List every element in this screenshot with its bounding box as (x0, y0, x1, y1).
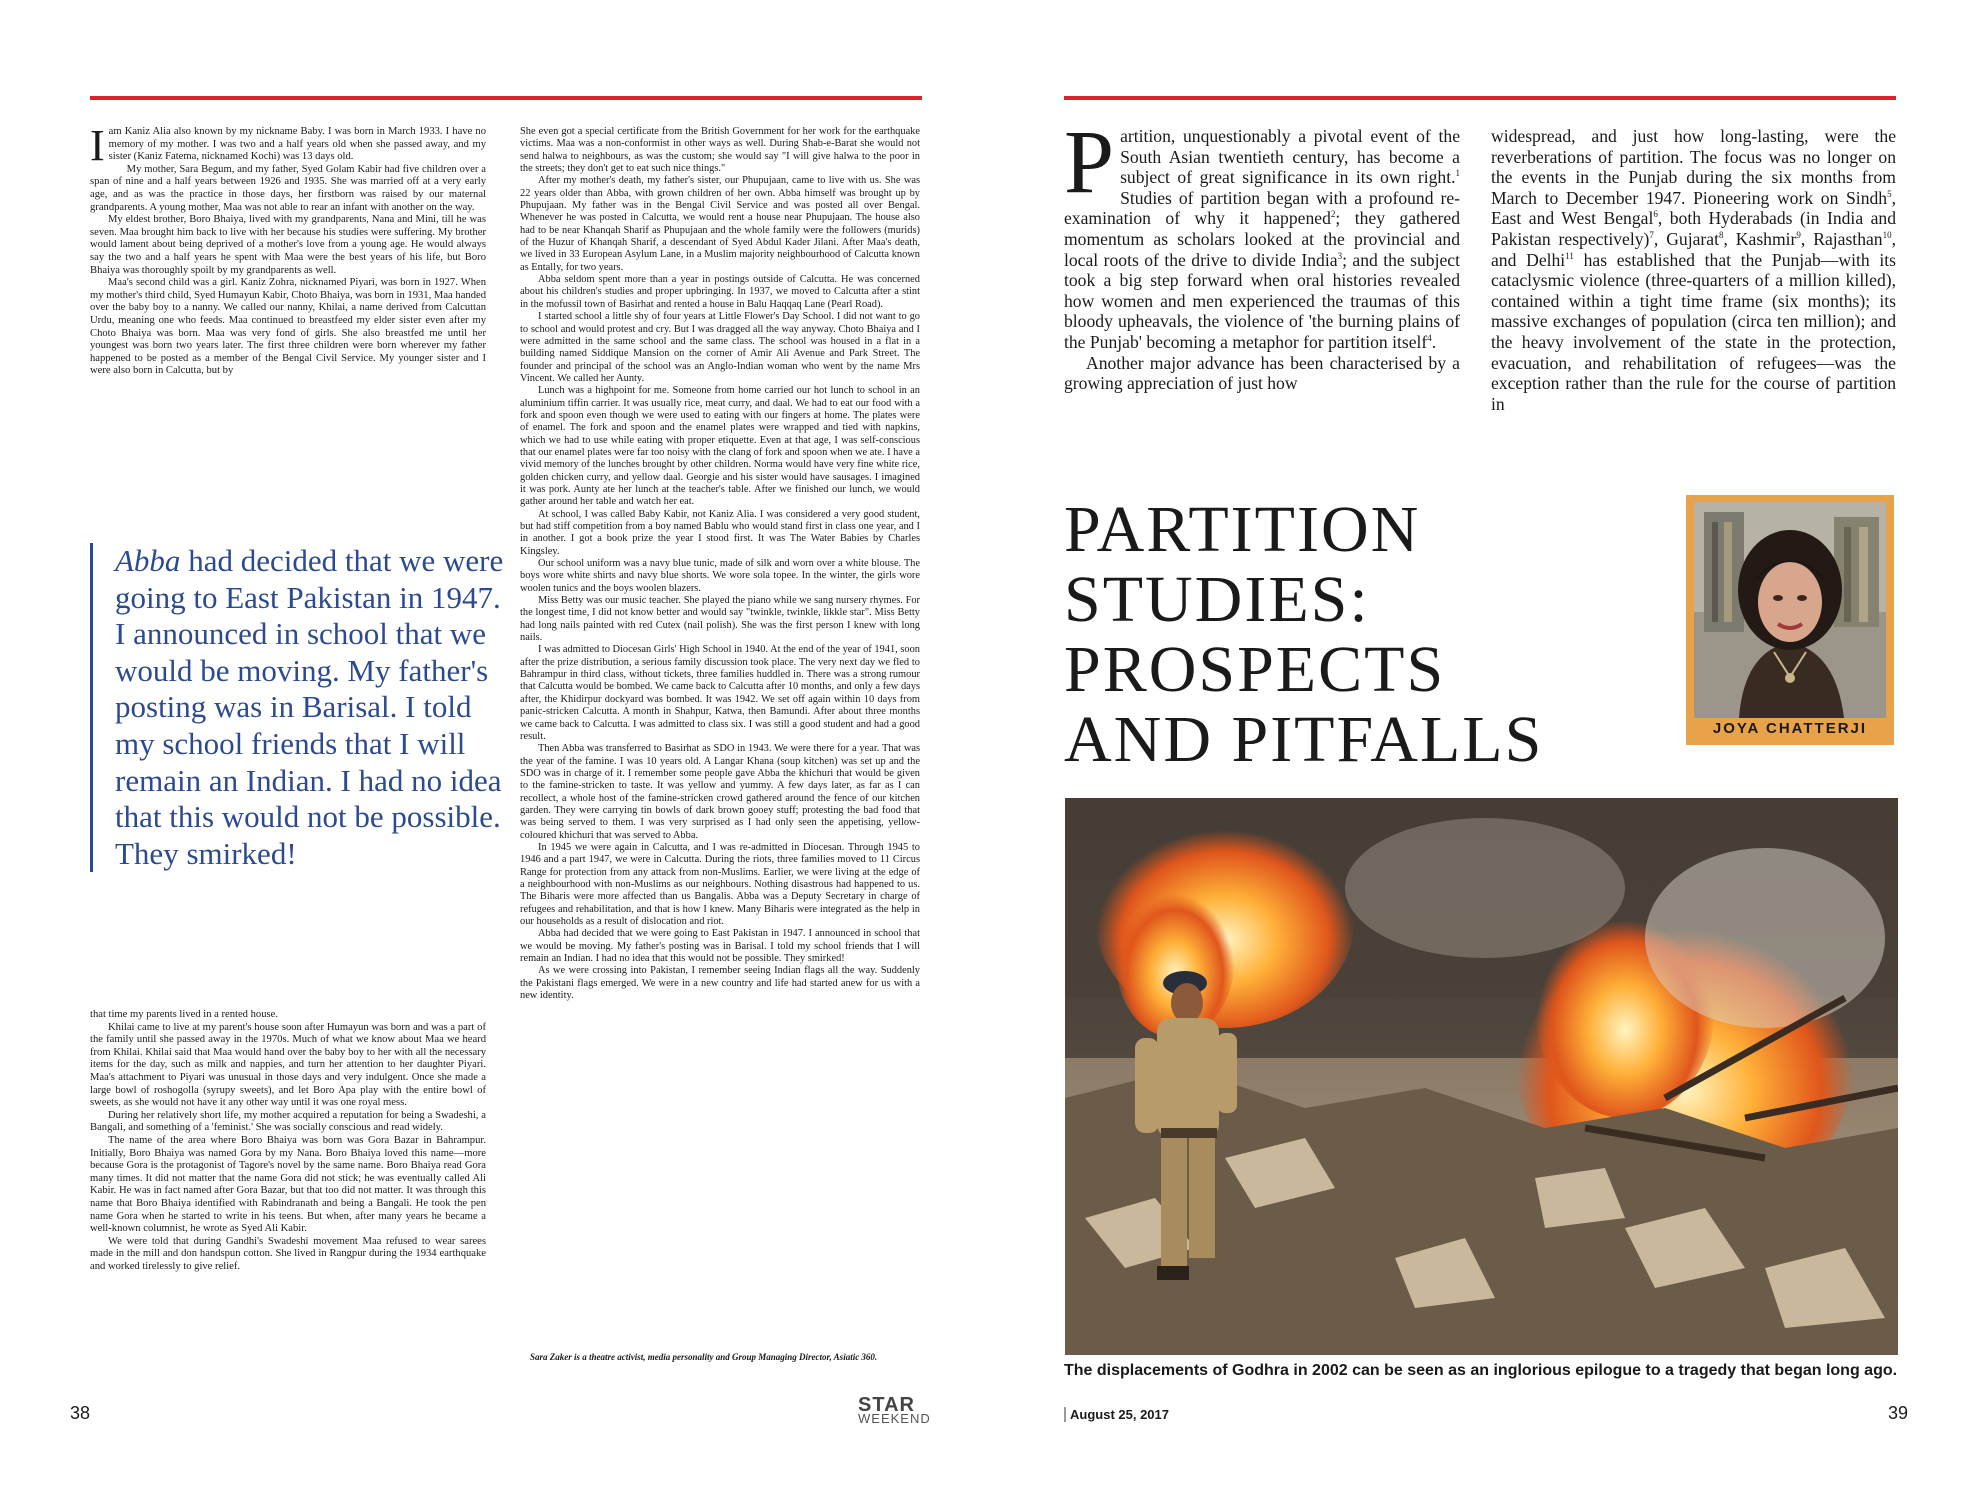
footnote-ref: 9 (1796, 230, 1801, 241)
footnote-ref: 11 (1565, 250, 1574, 261)
body-paragraph: My mother, Sara Begum, and my father, Syed Golam Kabir had five children over a span of nine and a half years between 1926 and 1935. She was married off at a very early age, and as was the practice in those days, her firstborn was raised by our maternal grandparents. A young mother, Maa was not able to rear an infant with another on the way. (90, 163, 486, 213)
footnote-ref: 8 (1718, 230, 1724, 241)
godhra-photo (1065, 798, 1898, 1355)
intro-text: , and Delhi (1491, 228, 1897, 270)
intro-text: , both Hyderabads (in India and Pakistan respectively) (1491, 208, 1896, 249)
footnote-ref: 4 (1427, 333, 1432, 344)
body-paragraph: Our school uniform was a navy blue tunic, made of silk and worn over a white blouse. The boys wore white shirts and navy blue shorts. We wore sola topee. In the winter, the girls wore woolen tunics and the boys woolen blazers. (520, 558, 920, 594)
intro-text: , Kashmir (1723, 228, 1797, 249)
intro-paragraph-2: Another major advance has been characterised by a growing appreciation of just how (1064, 352, 1460, 394)
intro-text: , Rajasthan (1800, 228, 1883, 249)
dropcap-p: P (1064, 113, 1115, 212)
right-top-rule (1064, 96, 1896, 100)
body-paragraph: The name of the area where Boro Bhaiya was born was Gora Bazar in Bahrampur. Initially, Boro Bhaiya was named Gora by my Nana. Boro Bhaiya loved this name—more because Gora is the protagonist of Tagore's novel by the same name. Boro Bhaiya read Gora many times. It did not matter that the name Gora did not stick; he was eventually called Ali Kabir. He was in fact named after Gora Bazar, but that too did not matter. It was through this name that Boro Bhaiya identified with Rabindranath and being a Bangali. He took the pen name Gora when he started to write in his teens. But when, after many years he became a well-known columnist, he wrote as Syed Ali Kabir. (90, 1134, 486, 1235)
body-paragraph: Abba seldom spent more than a year in postings outside of Calcutta. He was concerned about his children's studies and proper upbringing. In 1937, we moved to Calcutta after a stint in the mofussil town of Basirhat and rented a house in Balu Haqqaq Lane (Pearl Road). (520, 274, 920, 310)
intro-text: , Gujarat (1653, 228, 1719, 249)
body-paragraph: Khilai came to live at my parent's house soon after Humayun was born and was a part of the family until she passed away in the 1970s. Much of what we know about Maa we heard from Khilai. Khilai said that Maa would hand over the baby boy to her with all the necessary items for the day, such as milk and nappies, and turn her attention to her daughter Piyari. Maa's attachment to Piyari was unusual in those days and very indulgent. Once she made a large bowl of roshogolla (syrupy sweets), and let Boro Apa play with the entire bowl of sweets, as she would not have it any other way until it was one royal mess. (90, 1021, 486, 1109)
headline-line: AND PITFALLS (1064, 703, 1544, 776)
author-portrait (1694, 502, 1886, 718)
body-paragraph: We were told that during Gandhi's Swadeshi movement Maa refused to wear sarees made in the mill and don handspun cotton. She lived in Rangpur during the 1934 earthquake and worked tirelessly to give relief. (90, 1235, 486, 1272)
article-headline (1064, 495, 1543, 775)
issue-date: August 25, 2017 (1064, 1407, 1169, 1422)
fire-rubble-image (1065, 798, 1898, 1355)
author-credit: Sara Zaker is a theatre activist, media personality and Group Managing Director, Asiatic 360. (530, 1352, 878, 1362)
body-paragraph: Lunch was a highpoint for me. Someone from home carried our hot lunch to school in an aluminium tiffin carrier. It was usually rice, meat curry, and daal. We had to eat our food with a fork and spoon even though we were used to eating with our fingers at home. The plates were of enamel. The fork and spoon and the enamel plates were wrapped and tied with napkins, which we had to use while eating with proper etiquette. Even at that age, I was self-conscious that our enamel plates were far too noisy with the clang of fork and spoon when we ate. I have a vivid memory of the lunches brought by other children. Norma would have very fine white rice, golden chicken curry, and yellow daal. Georgie and his sister would have sausages. I imagined it was pork. Aunty ate her lunch at the teacher's table. After we finished our lunch, we would gather around her table and watch her eat. (520, 385, 920, 508)
body-paragraph: Miss Betty was our music teacher. She played the piano while we sang nursery rhymes. For the longest time, I did not know better and would say "twinkle, twinkle, likkle star". Miss Betty had long nails painted with red Cutex (nail polish). She was the first person I knew with long nails. (520, 595, 920, 644)
headline-line: PROSPECTS (1064, 633, 1446, 706)
left-top-rule (90, 96, 922, 100)
headline-line: STUDIES: (1064, 563, 1370, 636)
body-paragraph: During her relatively short life, my mother acquired a reputation for being a Swadeshi, a Bangali, and something of a 'feminist.' She was socially conscious and read widely. (90, 1109, 486, 1134)
pull-quote (90, 543, 515, 872)
left-col1-top (90, 121, 486, 378)
body-paragraph: After my mother's death, my father's sister, our Phupujaan, came to live with us. She was 22 years older than Abba, with grown children of her own. Abba himself was brought up by Phupujaan. My father was in the Bengal Civil Service and was posted all over Bengal. Whenever he was posted in Calcutta, we would rent a house near Phupujaan. The house also had to be near Khanqah Sharif as Phupujaan and the whole family were the followers (murids) of the Huzur of Khanqah Sharif, a descendant of Syed Abdul Kader Jilani. After Maa's death, we lived in 33 European Asylum Lane, in a Muslim majority neighbourhood of Calcutta known as Entally, for two years. (520, 175, 920, 273)
intro-text: . (1431, 331, 1437, 352)
body-paragraph: Then Abba was transferred to Basirhat as SDO in 1943. We were there for a year. That was the year of the famine. I was 10 years old. A Langar Khana (soup kitchen) was set up and the SDO was in charge of it. I remember some people gave Abba the khichuri that would be given to the famine-stricken to taste. It was yellow and yummy. A few days later, as far as I can recollect, a whole host of the famine-stricken crowd gathered around the fence of our kitchen garden. They were carrying tin bowls of dark brown gooey stuff; protesting the bad food that was being served to them. I was very surprised as I had only seen the appetising, yellow-coloured khichuri that was served to Abba. (520, 743, 920, 841)
intro-text: Studies of partition began with a profound re-examination of why it happened (1064, 187, 1460, 229)
pull-quote-first-word: Abba (115, 543, 181, 578)
photo-caption: The displacements of Godhra in 2002 can be seen as an inglorious epilogue to a tragedy that began long ago. (1064, 1362, 1898, 1379)
right-intro-col2 (1491, 126, 1896, 414)
pull-quote-text: had decided that we were going to East Pakistan in 1947. I announced in school that we would be moving. My father's posting was in Barisal. I told my school friends that I will remain an Indian. I had no idea that this would not be possible. They smirked! (115, 543, 504, 871)
body-paragraph: Abba had decided that we were going to East Pakistan in 1947. I announced in school that we would be moving. My father's posting was in Barisal. I told my school friends that I will remain an Indian. I had no idea that this would not be possible. They smirked! (520, 928, 920, 965)
footnote-ref: 2 (1330, 209, 1336, 220)
headline-line: PARTITION (1064, 493, 1421, 566)
footnote-ref: 5 (1887, 188, 1892, 199)
right-intro-col1 (1064, 113, 1460, 394)
intro-text: has established that the Punjab—with its cataclysmic violence (three-quarters of a million killed), contained within a tight time frame (six months); its massive exchanges of population (circa ten million); and the heavy involvement of the state in the protection, evacuation, and rehabilitation of refugees—was the exception rather than the rule for the course of partition in (1491, 249, 1896, 414)
footnote-ref: 3 (1337, 250, 1343, 261)
page-number-right: 39 (1888, 1403, 1909, 1423)
intro-text: artition, unquestionably a pivotal event of the South Asian twentieth century, has become a subject of great significance in its own right. (1120, 126, 1460, 188)
author-name: JOYA CHATTERJI (1712, 720, 1868, 737)
left-col1-bottom (90, 1009, 486, 1273)
intro-text: ; and the subject took a big step forward when oral histories revealed how women and men experienced the traumas of this bloody upheavals, the violence of 'the burning plains of the Punjab' becoming a metaphor for partition itself (1064, 249, 1460, 352)
intro-text: , East and West Bengal (1491, 187, 1896, 229)
footnote-ref: 6 (1653, 209, 1658, 220)
intro-text: widespread, and just how long-lasting, were the reverberations of partition. The focus was no longer on the events in the Punjab during the six months from March to December 1947. Pioneering work on Sindh (1491, 126, 1896, 208)
logo-star: STAR (858, 1394, 915, 1416)
body-paragraph: In 1945 we were again in Calcutta, and I was re-admitted in Diocesan. Through 1945 to 1946 and a part 1947, we were in Calcutta. During the riots, three families moved to 11 Circus Range for protection from any attack from non-Muslims. Earlier, we were living at the edge of a neighbourhood with non-Muslims as our neighbours. Nothing disastrous had happened to us. The Biharis were more affected than us Bangalis. Abba was a Deputy Secretary in charge of refugees and rehabilitation, and that is how I knew. Many Biharis were integrated as the help in our households as a result of dislocation and riot. (520, 841, 920, 927)
footnote-ref: 10 (1882, 230, 1892, 241)
body-paragraph: At school, I was called Baby Kabir, not Kaniz Alia. I was considered a very good student, but had stiff competition from a boy named Bablu who would stand first in class one year, and I in another. I got a book prize the year I stood first. It was The Water Babies by Charles Kingsley. (520, 508, 920, 557)
body-paragraph: Maa's second child was a girl. Kaniz Zohra, nicknamed Piyari, was born in 1927. When my mother's third child, Syed Humayun Kabir, Choto Bhaiya, was born in 1931, Maa handed over the baby boy to a nanny. We called our nanny, Khilai, a name derived from Calcuttan Urdu, meaning one who feeds. Maa continued to breastfeed my elder sister even after my Choto Bhaiya was born. Maa was very fond of girls. She also breastfed me until her youngest was born two years later. The first three children were born wherever my father happened to be posted as a member of the Bengal Civil Service. My younger sister and I were also born in Calcutta, but by (90, 277, 486, 377)
left-col2 (520, 126, 920, 1002)
body-paragraph: I started school a little shy of four years at Little Flower's Day School. I did not want to go to school and would protest and cry. But I was dragged all the way anyway. Choto Bhaiya and I were admitted in the same school and the same class. The school was housed in a flat in a building named Siddique Mansion on the corner of Amir Ali Avenue and Park Street. The founder and principal of the school was an Anglo-Indian woman who went by the name Mrs Vincent. We called her Aunty. (520, 311, 920, 384)
body-paragraph: As we were crossing into Pakistan, I remember seeing Indian flags all the way. Suddenly the Pakistani flags emerged. We were in a new country and life had started anew for us with a new identity. (520, 965, 920, 1002)
footnote-ref: 1 (1455, 168, 1460, 179)
body-paragraph: that time my parents lived in a rented house. (90, 1009, 278, 1020)
dropcap-i: I (90, 121, 105, 170)
footnote-ref: 7 (1649, 230, 1654, 241)
page-number-left: 38 (70, 1403, 91, 1423)
body-paragraph: Iam Kaniz Alia also known by my nickname Baby. I was born in March 1933. I have no memory of my mother. I was two and a half years old when she passed away, and my sister (Kaniz Fatema, nicknamed Kochi) was 13 days old. (90, 121, 486, 170)
body-paragraph: I was admitted to Diocesan Girls' High School in 1940. At the end of the year of 1941, soon after the prize distribution, a serious family discussion took place. The very next day we fled to Bahrampur in third class, without tickets, three families huddled in. There was a strong rumour that Calcutta would be bombed. We came back to Calcutta after 10 months, and only a few days after, the Khidirpur dockyard was bombed. It was 1942. We set off again within 10 days from panic-stricken Calcutta. A month in Shahpur, Katwa, then Bamundi. After about three months we came back to Calcutta. I was admitted to class six. I was still a good student and had a good result. (520, 644, 920, 742)
author-box (1686, 495, 1894, 745)
body-paragraph: My eldest brother, Boro Bhaiya, lived with my grandparents, Nana and Mini, till he was seven. Maa brought him back to live with her because his studies were suffering. My brother would lament about being deprived of a mother's love from a young age. He would always say the two and a half years he spent with Maa were the best years of his life, but Boro Bhaiya was thoroughly spoilt by my grandparents as well. (90, 214, 486, 276)
logo-weekend: WEEKEND (858, 1411, 931, 1426)
body-paragraph: She even got a special certificate from the British Government for her work for the earthquake victims. Maa was a non-conformist in other ways as well. During Shab-e-Barat she would not send halwa to neighbours, as was the custom; she would say "I will give halwa to the poor in the streets; they don't get to eat such nice things." (520, 126, 920, 175)
intro-text: ; they gathered momentum as scholars looked at the provincial and local roots of the drive to divide India (1064, 208, 1460, 270)
star-weekend-logo (858, 1394, 931, 1426)
